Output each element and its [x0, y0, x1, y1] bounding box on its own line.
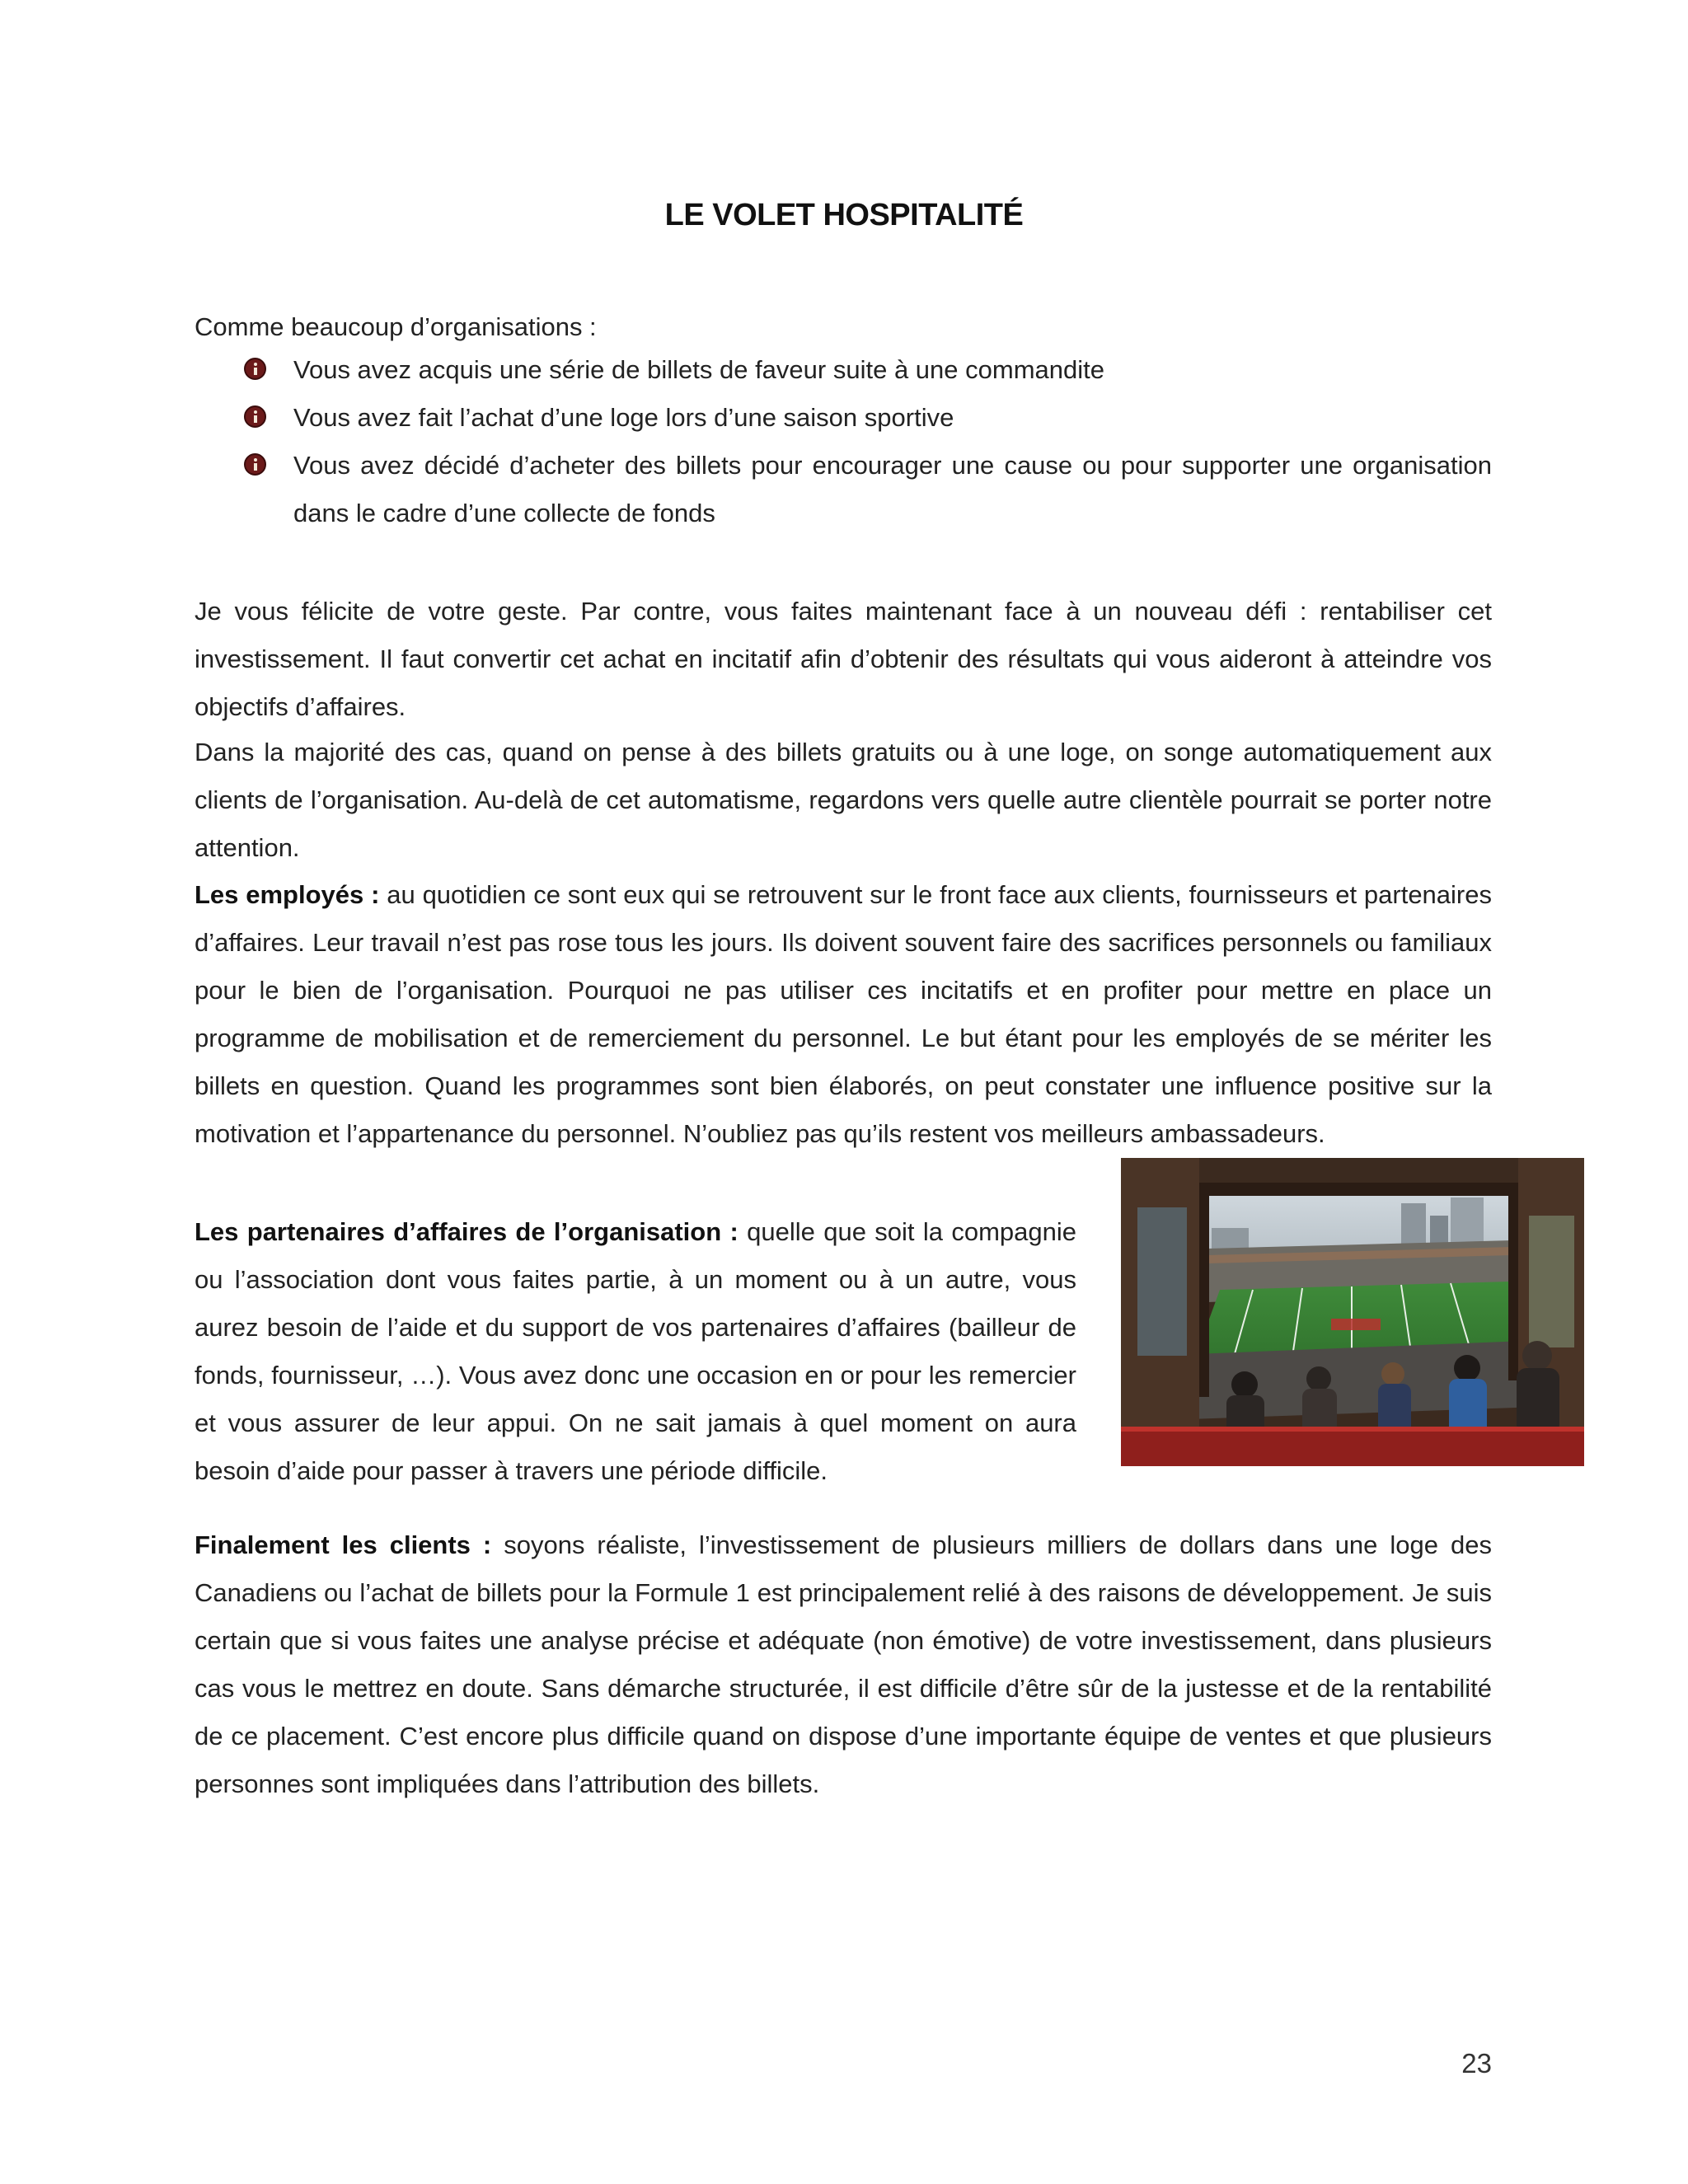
- majority-paragraph: Dans la majorité des cas, quand on pense à des billets gratuits ou à une loge, on songe automatiquement aux clients de l’organisation. Au-delà de cet automatisme, regardons vers quelle autre clientèle pourrait se porter notre attention.: [195, 738, 1492, 862]
- employees-label: Les employés :: [195, 880, 380, 909]
- partners-label: Les partenaires d’affaires de l’organisation :: [195, 1217, 738, 1246]
- bullet-text: Vous avez fait l’achat d’une loge lors d’une saison sportive: [293, 403, 954, 432]
- info-circle-icon: [244, 453, 266, 476]
- congrats-paragraph: Je vous félicite de votre geste. Par contre, vous faites maintenant face à un nouveau défi : rentabiliser cet investissement. Il faut convertir cet achat en incitatif afin d’obtenir des résultats qui vous aideront à atteindre vos objectifs d’affaires.: [195, 597, 1492, 721]
- clients-paragraph: [195, 1521, 1492, 1808]
- employees-text: au quotidien ce sont eux qui se retrouvent sur le front face aux clients, fournisseurs et partenaires d’affaires. Leur travail n’est pas rose tous les jours. Ils doivent souvent faire des sacrifices personnels ou familiaux pour le bien de l’organisation. Pourquoi ne pas utiliser ces incitatifs et en profiter pour mettre en place un programme de mobilisation et de remerciement du personnel. Le but étant pour les employés de se mériter les billets en question. Quand les programmes sont bien élaborés, on peut constater une influence positive sur la motivation et l’appartenance du personnel. N’oubliez pas qu’ils restent vos meilleurs ambassadeurs.: [195, 880, 1492, 1148]
- info-circle-icon: [244, 358, 266, 380]
- partners-text: quelle que soit la compagnie ou l’association dont vous faites partie, à un moment ou à un autre, vous aurez besoin de l’aide et du support de vos partenaires d’affaires (bailleur de fonds, fournisseur, …). Vous avez donc une occasion en or pour les remercier et vous assurer de leur appui. On ne sait jamais à quel moment on aura besoin d’aide pour passer à travers une période difficile.: [195, 1217, 1077, 1485]
- bullet-item: [244, 346, 1492, 394]
- page-number: 23: [1461, 2048, 1492, 2079]
- info-circle-icon: [244, 405, 266, 428]
- partners-paragraph: [195, 1208, 1076, 1495]
- stadium-photo: [1121, 1158, 1584, 1466]
- bullet-item: [244, 394, 1492, 442]
- bullet-list: [244, 346, 1492, 537]
- bullet-item: [244, 442, 1492, 537]
- employees-paragraph: [195, 871, 1492, 1158]
- bullet-text: Vous avez acquis une série de billets de faveur suite à une commandite: [293, 355, 1104, 384]
- clients-label: Finalement les clients :: [195, 1530, 492, 1559]
- page-title: LE VOLET HOSPITALITÉ: [664, 198, 1024, 232]
- clients-text: soyons réaliste, l’investissement de plusieurs milliers de dollars dans une loge des Canadiens ou l’achat de billets pour la Formule 1 est principalement relié à des raisons de développement. Je suis certain que si vous faites une analyse précise et adéquate (non émotive) de votre investissement, dans plusieurs cas vous le mettrez en doute. Sans démarche structurée, il est difficile d’être sûr de la justesse et de la rentabilité de ce placement. C’est encore plus difficile quand on dispose d’une importante équipe de ventes et que plusieurs personnes sont impliquées dans l’attribution des billets.: [195, 1530, 1492, 1798]
- bullet-text: Vous avez décidé d’acheter des billets pour encourager une cause ou pour supporter une organisation dans le cadre d’une collecte de fonds: [293, 451, 1492, 527]
- intro-text: Comme beaucoup d’organisations :: [195, 312, 597, 341]
